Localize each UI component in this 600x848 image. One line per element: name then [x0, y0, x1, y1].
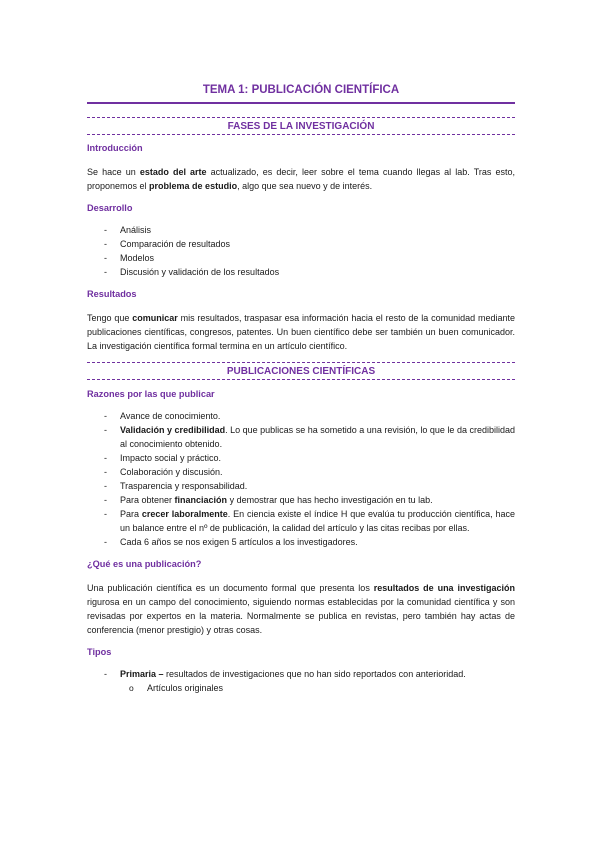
bold-run: estado del arte	[139, 167, 207, 177]
subheading-razones: Razones por las que publicar	[87, 389, 215, 399]
list-item: - Colaboración y discusión.	[87, 465, 515, 479]
text-run: resultados de investigaciones que no han sido reportados con anterioridad.	[163, 669, 466, 679]
subheading-tipos: Tipos	[87, 647, 112, 657]
list-item: - Impacto social y práctico.	[87, 451, 515, 465]
list-item	[87, 493, 515, 507]
text-run: Se hace un	[87, 167, 140, 177]
section-heading-fases: FASES DE LA INVESTIGACIÓN	[87, 117, 515, 135]
paragraph-resultados	[87, 311, 515, 353]
bold-run: resultados de una investigación	[373, 583, 515, 593]
bold-run: comunicar	[132, 313, 178, 323]
list-item	[87, 423, 515, 451]
text-run: , algo que sea nuevo y de interés.	[237, 181, 373, 191]
sublist-item: o Artículos originales	[87, 681, 515, 695]
list-item	[87, 667, 515, 681]
list-item: - Cada 6 años se nos exigen 5 artículos a los investigadores.	[87, 535, 515, 549]
list-item	[87, 507, 515, 535]
text-run: Tengo que	[87, 313, 133, 323]
list-item: - Comparación de resultados	[87, 237, 515, 251]
text-run: Para	[120, 509, 142, 519]
list-item: - Modelos	[87, 251, 515, 265]
text-run: mis resultados, traspasar esa información hacia el resto de la comunidad mediante publicaciones científicas, congresos, patentes. Un buen científico debe ser también un buen comunicador. La investigación científica formal termina en un artículo científico.	[87, 313, 516, 351]
document-page	[87, 84, 515, 695]
paragraph-introduccion	[87, 165, 515, 193]
text-run: y demostrar que has hecho investigación en tu lab.	[227, 495, 433, 505]
subheading-que-es: ¿Qué es una publicación?	[87, 559, 202, 569]
text-run: rigurosa en un campo del conocimiento, siguiendo normas establecidas por la comunidad científica y son revisadas por expertos en la materia. Normalmente se publica en revistas, pero también hay actas de conferencia (menor prestigio) y otras cosas.	[87, 597, 515, 635]
list-tipos	[87, 667, 515, 681]
section-heading-publicaciones: PUBLICACIONES CIENTÍFICAS	[87, 362, 515, 380]
subheading-introduccion: Introducción	[87, 143, 143, 153]
subheading-resultados: Resultados	[87, 289, 137, 299]
list-item: - Trasparencia y responsabilidad.	[87, 479, 515, 493]
bold-run: Primaria –	[120, 669, 164, 679]
bold-run: crecer laboralmente	[141, 509, 228, 519]
bold-run: Validación y credibilidad	[120, 425, 226, 435]
list-item: - Discusión y validación de los resultados	[87, 265, 515, 279]
text-run: . Lo que publicas se ha sometido a una revisión, lo que le da credibilidad al conocimiento obtenido.	[120, 425, 515, 449]
paragraph-que-es	[87, 581, 515, 637]
bold-run: problema de estudio	[149, 181, 238, 191]
list-desarrollo	[87, 223, 515, 279]
list-item: - Avance de conocimiento.	[87, 409, 515, 423]
text-run: Para obtener	[120, 495, 175, 505]
bold-run: financiación	[174, 495, 228, 505]
list-razones	[87, 409, 515, 549]
subheading-desarrollo: Desarrollo	[87, 203, 133, 213]
text-run: Una publicación científica es un documento formal que presenta los	[87, 583, 374, 593]
text-run: . En ciencia existe el índice H que evalúa tu producción científica, hace un balance entre el nº de publicación, la calidad del artículo y las citas recibas por ellas.	[120, 509, 516, 533]
list-item: - Análisis	[87, 223, 515, 237]
document-title: TEMA 1: PUBLICACIÓN CIENTÍFICA	[87, 84, 515, 104]
text-run: actualizado, es decir, leer sobre el tema cuando llegas al lab. Tras esto, proponemos el	[87, 167, 515, 191]
sublist-tipos	[87, 681, 515, 695]
